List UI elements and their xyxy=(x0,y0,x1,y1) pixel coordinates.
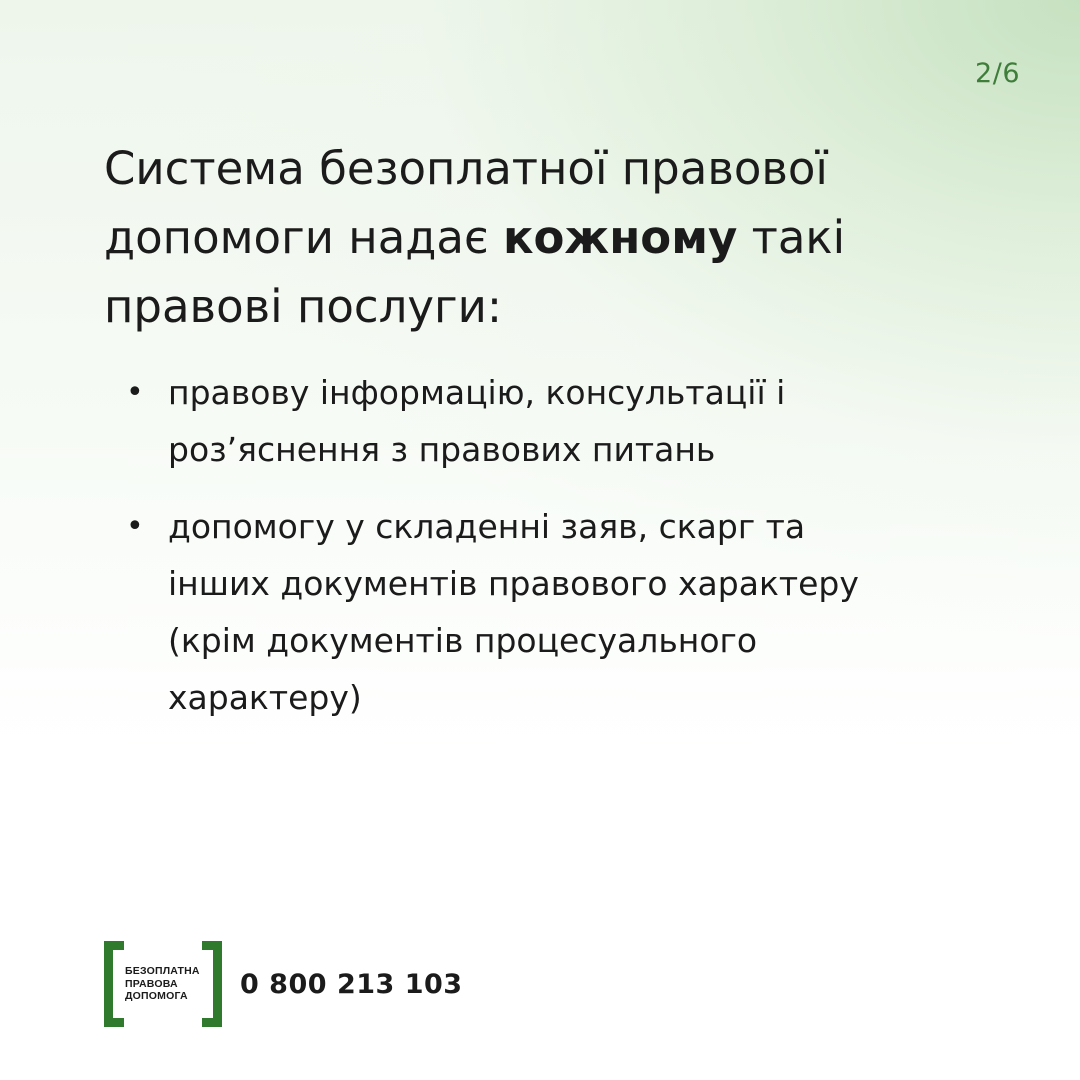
list-item-line: (крім документів процесуального xyxy=(168,621,758,660)
headline-line-2-end: такі xyxy=(737,211,846,264)
logo-text xyxy=(125,965,205,1003)
bullet-icon: • xyxy=(126,375,144,410)
headline-emphasis: кожному xyxy=(502,211,738,264)
logo xyxy=(104,941,222,1027)
list-item-line: допомогу у складенні заяв, скарг та xyxy=(168,507,806,546)
logo-text-line: ПРАВОВА xyxy=(125,977,178,990)
list-item-line: роз’яснення з правових питань xyxy=(168,430,716,469)
headline-line-2-start: допомоги надає xyxy=(104,211,503,264)
bullet-icon: • xyxy=(126,509,144,544)
logo-text-line: БЕЗОПЛАТНА xyxy=(125,965,200,977)
list-item-line: правову інформацію, консультації і xyxy=(168,373,786,412)
list-item-line: інших документів правового характеру xyxy=(168,564,859,603)
headline xyxy=(104,134,964,341)
headline-line-1: Система безоплатної правової xyxy=(104,142,828,195)
list-item xyxy=(104,364,964,478)
left-bracket-icon xyxy=(104,941,124,1027)
footer xyxy=(104,941,463,1027)
list-item xyxy=(104,498,964,726)
right-bracket-icon xyxy=(202,941,222,1027)
logo-text-line: ДОПОМОГА xyxy=(125,990,188,1002)
headline-line-3: правові послуги: xyxy=(104,280,503,333)
services-list xyxy=(104,364,964,746)
list-item-line: характеру) xyxy=(168,678,362,717)
phone-number: 0 800 213 103 xyxy=(240,968,463,1000)
page-counter: 2/6 xyxy=(975,58,1020,89)
